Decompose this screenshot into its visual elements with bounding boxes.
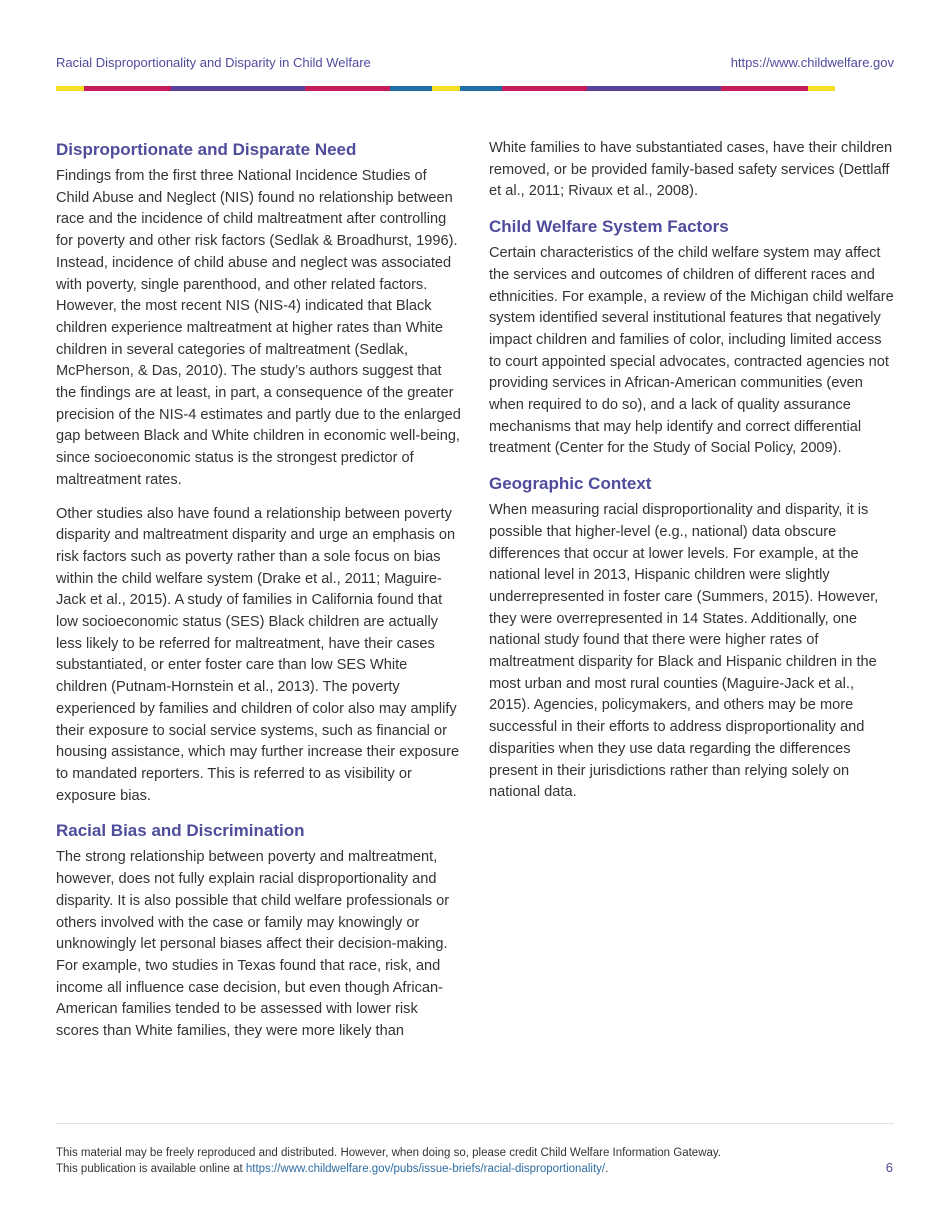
footer-availability-line bbox=[56, 1161, 721, 1177]
color-bar-segment bbox=[171, 86, 305, 91]
page-header bbox=[56, 55, 894, 75]
color-bar-segment bbox=[587, 86, 721, 91]
footer-prefix: This publication is available online at bbox=[56, 1163, 246, 1175]
color-bar-segment bbox=[305, 86, 390, 91]
color-bar-segment bbox=[502, 86, 587, 91]
paragraph: The strong relationship between poverty and maltreatment, however, does not fully explain racial disproportionality and disparity. It is also possible that child welfare professionals or others involved with the case or family may knowingly or unknowingly let personal biases affect their decision-making. For example, two studies in Texas found that race, risk, and income all influence case decision, but even though African-American families tended to be assessed with lower risk scores than White families, they were more likely than bbox=[56, 849, 450, 1040]
color-bar-segment bbox=[808, 86, 836, 91]
left-column bbox=[56, 138, 462, 1043]
section-heading-disproportionate-need: Disproportionate and Disparate Need bbox=[56, 140, 357, 159]
page-footer bbox=[56, 1145, 721, 1177]
color-bar-segment bbox=[390, 86, 432, 91]
color-bar-segment bbox=[721, 86, 807, 91]
site-url-link[interactable]: https://www.childwelfare.gov bbox=[730, 55, 894, 70]
section-heading-geographic-context: Geographic Context bbox=[489, 474, 652, 494]
section-heading-system-factors: Child Welfare System Factors bbox=[489, 217, 729, 237]
paragraph: Findings from the first three National Incidence Studies of Child Abuse and Neglect (NIS) found no relationship between race and the incidence of child maltreatment after controlling for poverty and other risk factors (Sedlak & Broadhurst, 1996). Instead, incidence of child abuse and neglect was associated with poverty, single parenthood, and other related factors. However, the most recent NIS (NIS-4) indicated that Black children experience maltreatment at higher rates than White children in several categories of maltreatment (Sedlak, McPherson, & Das, 2010). The study’s authors suggest that the findings are at least, in part, a consequence of the greater precision of the NIS-4 estimates and partly due to the enlarged gap between Black and White children in economic well-being, since socioeconomic status is the strongest predictor of maltreatment rates. bbox=[56, 168, 461, 488]
footer-divider bbox=[56, 1123, 894, 1124]
color-bar-segment bbox=[56, 86, 84, 91]
color-bar-segment bbox=[460, 86, 502, 91]
paragraph: Certain characteristics of the child welfare system may affect the services and outcomes of children of different races and ethnicities. For example, a review of the Michigan child welfare system identified several institutional features that negatively impact children and families of color, including limited access to court appointed special advocates, contracted agencies not providing services in African-American communities (even when required to do so), and a lack of quality assurance mechanisms that may help identify and correct differential treatment (Center for the Study of Social Policy, 2009). bbox=[489, 245, 894, 457]
footer-suffix: . bbox=[605, 1163, 609, 1175]
paragraph-continued: White families to have substantiated cases, have their children removed, or be provided family-based safety services (Dettlaff et al., 2011; Rivaux et al., 2008). bbox=[489, 140, 893, 200]
footer-credit-line: This material may be freely reproduced and distributed. However, when doing so, please credit Child Welfare Information Gateway. bbox=[56, 1147, 721, 1159]
color-bar-segment bbox=[432, 86, 460, 91]
color-bar-segment bbox=[84, 86, 171, 91]
paragraph: Other studies also have found a relationship between poverty disparity and maltreatment disparity and urge an emphasis on risk factors such as poverty rather than a sole focus on bias within the child welfare system (Drake et al., 2011; Maguire-Jack et al., 2015). A study of families in California found that low socioeconomic status (SES) Black children are actually less likely to be referred for maltreatment, have their cases substantiated, or enter foster care than low SES White children (Putnam-Hornstein et al., 2013). The poverty experienced by families and children of color also may amplify their exposure to social service systems, such as financial or housing assistance, which may further increase their exposure to mandated reporters. This is referred to as visibility or exposure bias. bbox=[56, 505, 460, 804]
section-heading-racial-bias: Racial Bias and Discrimination bbox=[56, 821, 305, 841]
right-column bbox=[489, 138, 895, 804]
paragraph: When measuring racial disproportionality and disparity, it is possible that higher-level (e.g., national) data obscure differences that occur at lower levels. For example, at the national level in 2013, Hispanic children were slightly underrepresented in foster care (Summers, 2015). However, they were overrepresented in 14 States. Additionally, one national study found that there were higher rates of maltreatment disparity for Black and Hispanic children in the most urban and most rural counties (Maguire-Jack et al., 2015). Agencies, policymakers, and others may be more successful in their efforts to address disproportionality and disparities when they use data regarding the differences present in their jurisdictions rather than relying solely on national data. bbox=[489, 502, 879, 801]
page-number: 6 bbox=[885, 1160, 893, 1175]
decorative-color-bar bbox=[56, 86, 894, 91]
document-title: Racial Disproportionality and Disparity in Child Welfare bbox=[56, 55, 371, 70]
publication-link[interactable]: https://www.childwelfare.gov/pubs/issue-briefs/racial-disproportionality/ bbox=[245, 1163, 606, 1175]
